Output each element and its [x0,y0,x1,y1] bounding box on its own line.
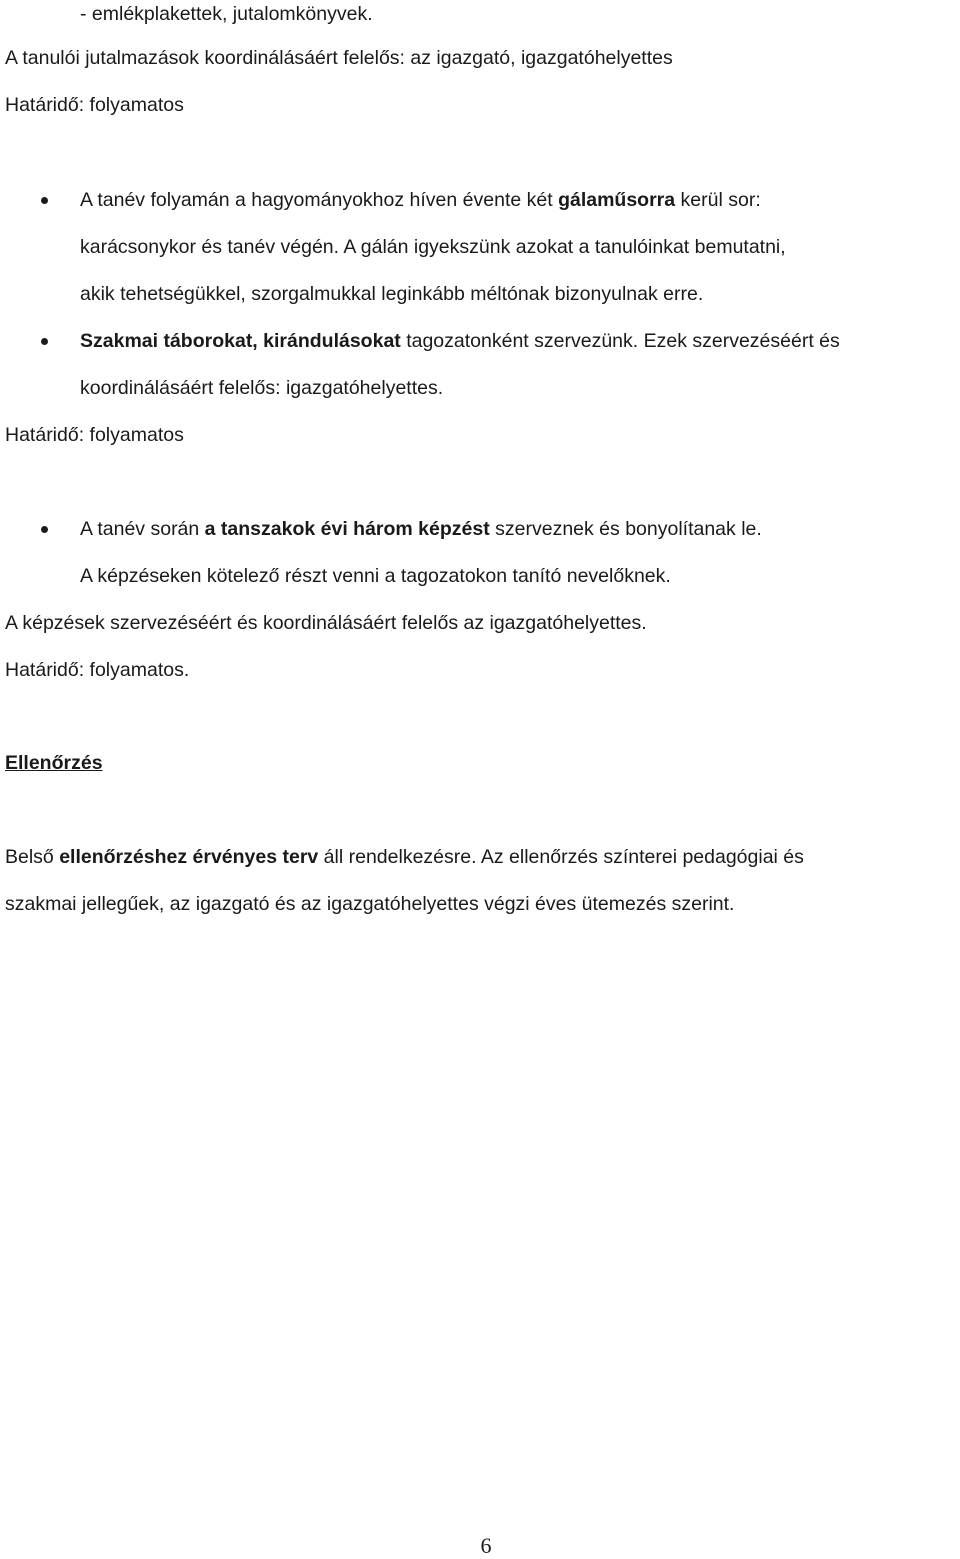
paragraph-line [5,845,804,869]
bullet-icon [41,338,48,345]
bold-span: ellenőrzéshez érvényes terv [59,846,319,868]
text-span: szerveznek és bonyolítanak le. [489,518,762,540]
list-item-line: akik tehetségükkel, szorgalmukkal leginkább méltónak bizonyulnak erre. [80,283,704,305]
text-span: tagozatonként szervezünk. Ezek szervezéséért és [400,330,840,352]
text-line: Határidő: folyamatos. [5,659,190,681]
text-span: Belső [5,846,60,868]
list-item-line [80,188,761,212]
text-line: - emlékplakettek, jutalomkönyvek. [80,3,373,25]
list-item-line: A képzéseken kötelező részt venni a tagozatokon tanító nevelőknek. [80,565,671,587]
list-item-line [80,329,840,353]
text-line: Határidő: folyamatos [5,424,184,446]
list-item-line: koordinálásáért felelős: igazgatóhelyettes. [80,377,444,399]
text-line: A képzések szervezéséért és koordinálásáért felelős az igazgatóhelyettes. [5,612,647,634]
text-span: áll rendelkezésre. Az ellenőrzés színterei pedagógiai és [318,846,804,868]
bold-span: Szakmai táborokat, kirándulásokat [80,330,401,352]
paragraph-line: szakmai jellegűek, az igazgató és az igazgatóhelyettes végzi éves ütemezés szerint. [5,893,735,915]
text-line: A tanulói jutalmazások koordinálásáért felelős: az igazgató, igazgatóhelyettes [5,47,673,69]
text-span: A tanév folyamán a hagyományokhoz híven évente két [80,189,559,211]
bullet-icon [41,526,48,533]
bold-span: a tanszakok évi három képzést [204,518,490,540]
text-line: Határidő: folyamatos [5,94,184,116]
text-span: kerül sor: [675,189,761,211]
list-item-line: karácsonykor és tanév végén. A gálán igyekszünk azokat a tanulóinkat bemutatni, [80,236,786,258]
section-heading: Ellenőrzés [5,752,103,774]
bullet-icon [41,197,48,204]
list-item-line [80,517,762,541]
page-number: 6 [480,1533,492,1558]
text-span: A tanév során [80,518,205,540]
bold-span: gálaműsorra [558,189,676,211]
